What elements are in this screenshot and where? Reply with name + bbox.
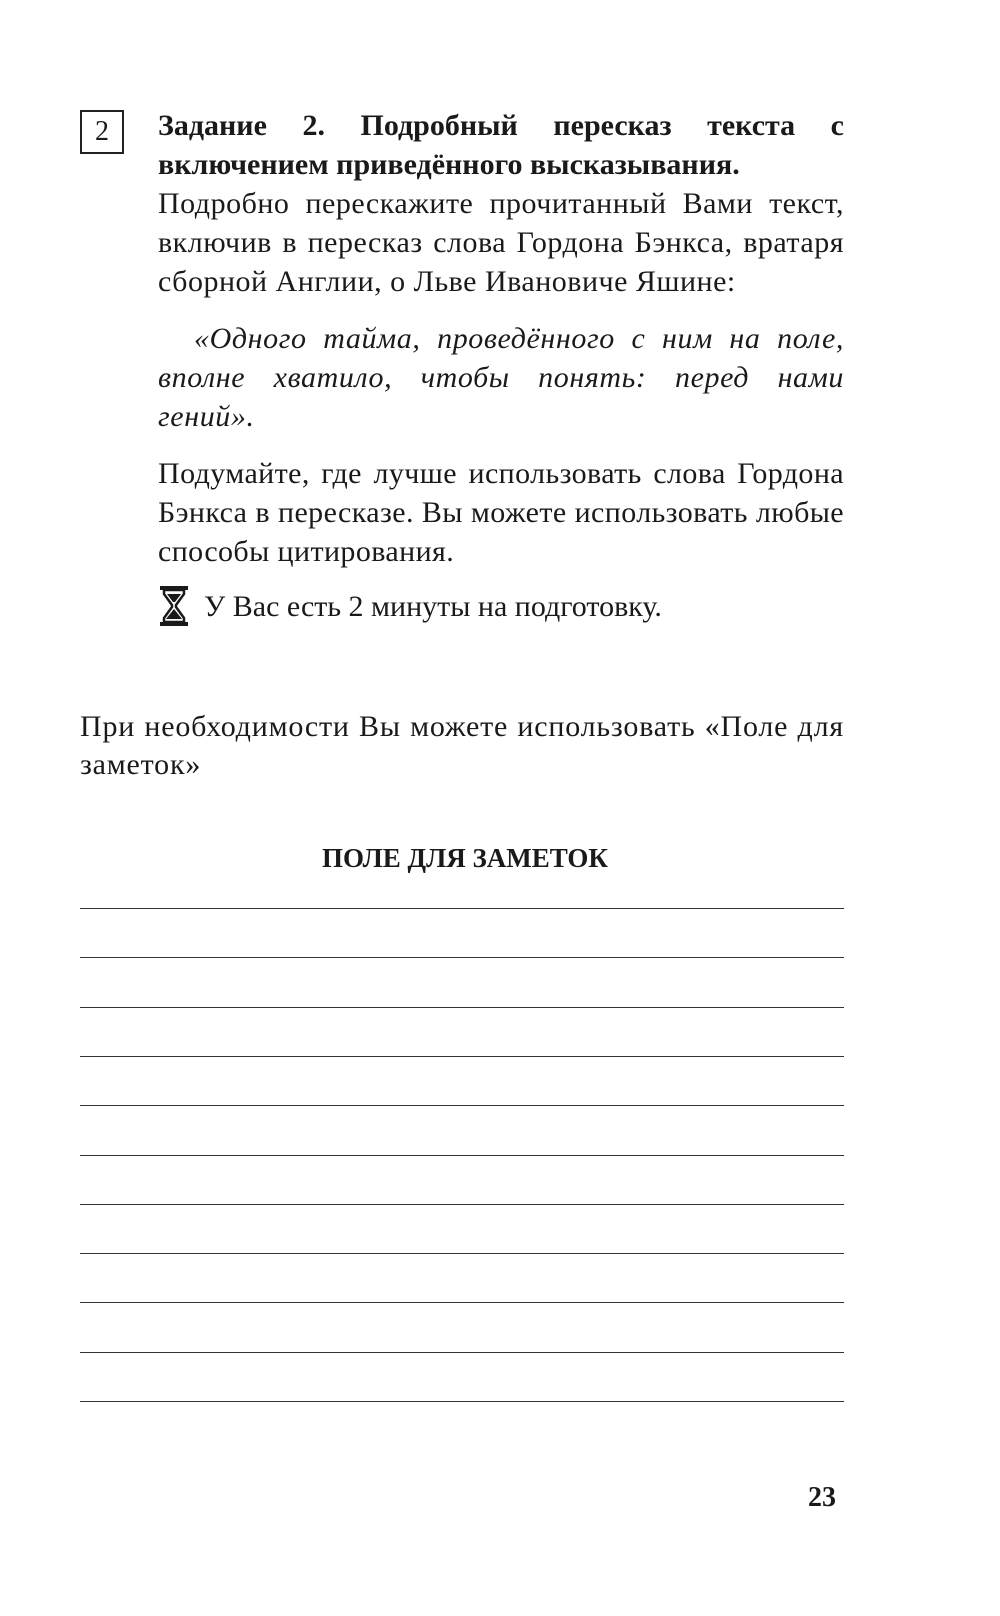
task-title: Задание 2. Подробный пересказ текста с включением приведённого высказывания. bbox=[158, 109, 844, 181]
task-number: 2 bbox=[95, 116, 109, 147]
note-line[interactable] bbox=[80, 1155, 844, 1156]
note-line[interactable] bbox=[80, 1056, 844, 1057]
timer-row bbox=[158, 585, 844, 627]
note-line[interactable] bbox=[80, 1401, 844, 1402]
quote-text: «Одного тайма, проведённого с ним на поле, вполне хватило, чтобы понять: перед нами гений». bbox=[158, 322, 844, 433]
hourglass-icon bbox=[158, 585, 190, 627]
note-line[interactable] bbox=[80, 1105, 844, 1106]
notes-title: ПОЛЕ ДЛЯ ЗАМЕТОК bbox=[322, 843, 608, 873]
note-line[interactable] bbox=[80, 957, 844, 958]
task-instruction: Подробно перескажите прочитанный Вами текст, включив в пересказ слова Гордона Бэнкса, вратаря сборной Англии, о Льве Ивановиче Яшине: bbox=[158, 187, 844, 298]
note-line[interactable] bbox=[80, 1204, 844, 1205]
notes-intro: При необходимости Вы можете использовать «Поле для заметок» bbox=[80, 710, 844, 781]
timer-text: У Вас есть 2 минуты на подготовку. bbox=[204, 589, 662, 623]
note-line[interactable] bbox=[80, 1352, 844, 1353]
task-block bbox=[158, 106, 844, 627]
page-number: 23 bbox=[808, 1482, 836, 1513]
note-line[interactable] bbox=[80, 1253, 844, 1254]
note-line[interactable] bbox=[80, 1007, 844, 1008]
note-line[interactable] bbox=[80, 1302, 844, 1303]
task-number-box bbox=[80, 110, 124, 154]
advice-text: Подумайте, где лучше использовать слова Гордона Бэнкса в пересказе. Вы можете использовать любые способы цитирования. bbox=[158, 457, 844, 568]
note-line[interactable] bbox=[80, 908, 844, 909]
